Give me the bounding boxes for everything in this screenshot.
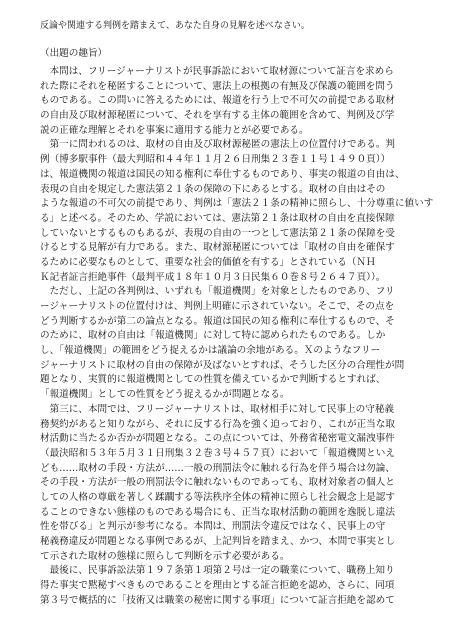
question-lead-line: 反論や関連する判例を踏まえて、あなた自身の見解を述べなさい。 xyxy=(40,21,310,31)
text-line: ような報道の不可欠の前提であり、判例は「憲法２１条の精神に照らし、十分尊重に値いす xyxy=(40,198,434,210)
text-line: 得た事実で黙秘すべきものであることを理由とする証言拒絶を認め、さらに、同項 xyxy=(40,580,395,592)
paragraph xyxy=(40,403,460,565)
text-line: 第一に問われるのは、取材の自由及び取材源秘匿の憲法上の位置付けである。判 xyxy=(40,139,395,151)
text-line: ども……取材の手段・方法が……一般の刑罰法令に触れる行為を伴う場合は勿論、 xyxy=(40,462,395,474)
text-line: て示された取材の態様に照らして判断を示す必要がある。 xyxy=(40,550,290,562)
text-line: しての人格の尊厳を著しく蹂躙する等法秩序全体の精神に照らし社会観念上是認す xyxy=(40,491,395,503)
text-line: ージャーナリストの位置付けは、判例上明確に示されていない。そこで、その点を xyxy=(40,301,395,312)
text-line: 説の正確な理解とそれを事案に適用する能力とが必要である。 xyxy=(40,124,309,136)
text-line: 例（博多駅事件（最大判昭和４４年１１月２６日刑集２３巻１１号１４９０頁）） xyxy=(40,154,391,166)
text-line: ものである。この問いに答えるためには、報道を行う上で不可欠の前提である取材 xyxy=(40,95,395,107)
text-line: 最後に、民事訴訟法第１９７条第１項第２号は一定の職業について、職務上知り xyxy=(40,565,395,577)
text-line: る」と述べる。そのため、学説においては、憲法第２１条は取材の自由を直接保障 xyxy=(40,212,395,224)
text-line: Ｋ記者証言拒絶事件（最判平成１８年１０月３日民集６０巻８号２６４７頁））。 xyxy=(40,271,386,283)
text-line: （最決昭和５３年５月３１日刑集３２巻３号４５７頁）において「報道機関といえ xyxy=(40,447,395,459)
text-line: 秘義務違反が問題となる事例であるが、上記判旨を踏まえ、かつ、本問で事実とし xyxy=(40,536,396,547)
paragraph xyxy=(40,285,460,403)
text-line: し、「報道機関」の範囲をどう捉えるかは議論の余地がある。Ｘのようなフリー xyxy=(40,345,381,357)
text-line: のために、取材の自由は「報道機関」に対して特に認められたものである。しか xyxy=(40,330,386,342)
text-line: れた際にそれを秘匿することについて、憲法上の根拠の有無及び保護の範囲を問う xyxy=(40,80,395,92)
text-line: 題となり、実質的に報道機関としての性質を備えているかで判断するとすれば、 xyxy=(40,374,386,386)
text-line: けるとする見解が有力である。また、取材源秘匿については「取材の自由を確保す xyxy=(40,242,395,254)
text-line: 材活動に当たるか否かが問題となる。この点については、外務省秘密電文漏洩事件 xyxy=(40,433,395,445)
text-line: は、報道機関の報道は国民の知る権利に奉仕するものであり、事実の報道の自由は、 xyxy=(40,168,405,180)
text-line: 第３号で概括的に「技術又は職業の秘密に関する事項」について証言拒絶を認めて xyxy=(40,594,395,606)
text-line: 表現の自由を規定した憲法第２１条の保障の下にあるとする。取材の自由はその xyxy=(40,183,386,195)
text-line: 「報道機関」としての性質をどう捉えるかが問題となる。 xyxy=(40,389,290,401)
text-line: るために必要なものとして、重要な社会的価値を有する」とされている（ＮＨ xyxy=(40,256,376,268)
text-line: ジャーナリストに取材の自由の保障が及ばないとすれば、そうした区分の合理性が問 xyxy=(40,359,405,371)
text-line: 本問は、フリージャーナリストが民事訴訟において取材源について証言を求めら xyxy=(40,66,394,77)
text-line: その手段・方法が一般の刑罰法令に触れないものであっても、取材対象者の個人と xyxy=(40,477,395,489)
text-line: 務契約があると知りながら、それに反する行為を強く迫っており、これが正当な取 xyxy=(40,418,395,430)
paragraph xyxy=(40,564,460,608)
paragraph xyxy=(40,138,460,285)
text-line: の自由及び取材源秘匿について、それを享有する主体の範囲を含めて、判例及び学 xyxy=(40,110,395,122)
text-line: 性を帯びる」と判示が参考になる。本問は、刑罰法令違反ではなく、民事上の守 xyxy=(40,521,386,533)
paragraph xyxy=(40,65,460,138)
text-line: どう判断するかが第二の論点となる。報道は国民の知る権利に奉仕するもので、そ xyxy=(40,315,395,327)
text-line: ることのできない態様のものである場合にも、正当な取材活動の範囲を逸脱し違法 xyxy=(40,506,395,518)
text-line: ただし、上記の各判例は、いずれも「報道機関」を対象としたものであり、フリ xyxy=(40,286,395,298)
section-heading: （出題の趣旨） xyxy=(40,48,108,59)
text-line: していないとするものもあるが、表現の自由の一つとして憲法第２１条の保障を受 xyxy=(40,227,395,239)
text-line: 第三に、本問では、フリージャーナリストは、取材相手に対して民事上の守秘義 xyxy=(40,403,395,415)
